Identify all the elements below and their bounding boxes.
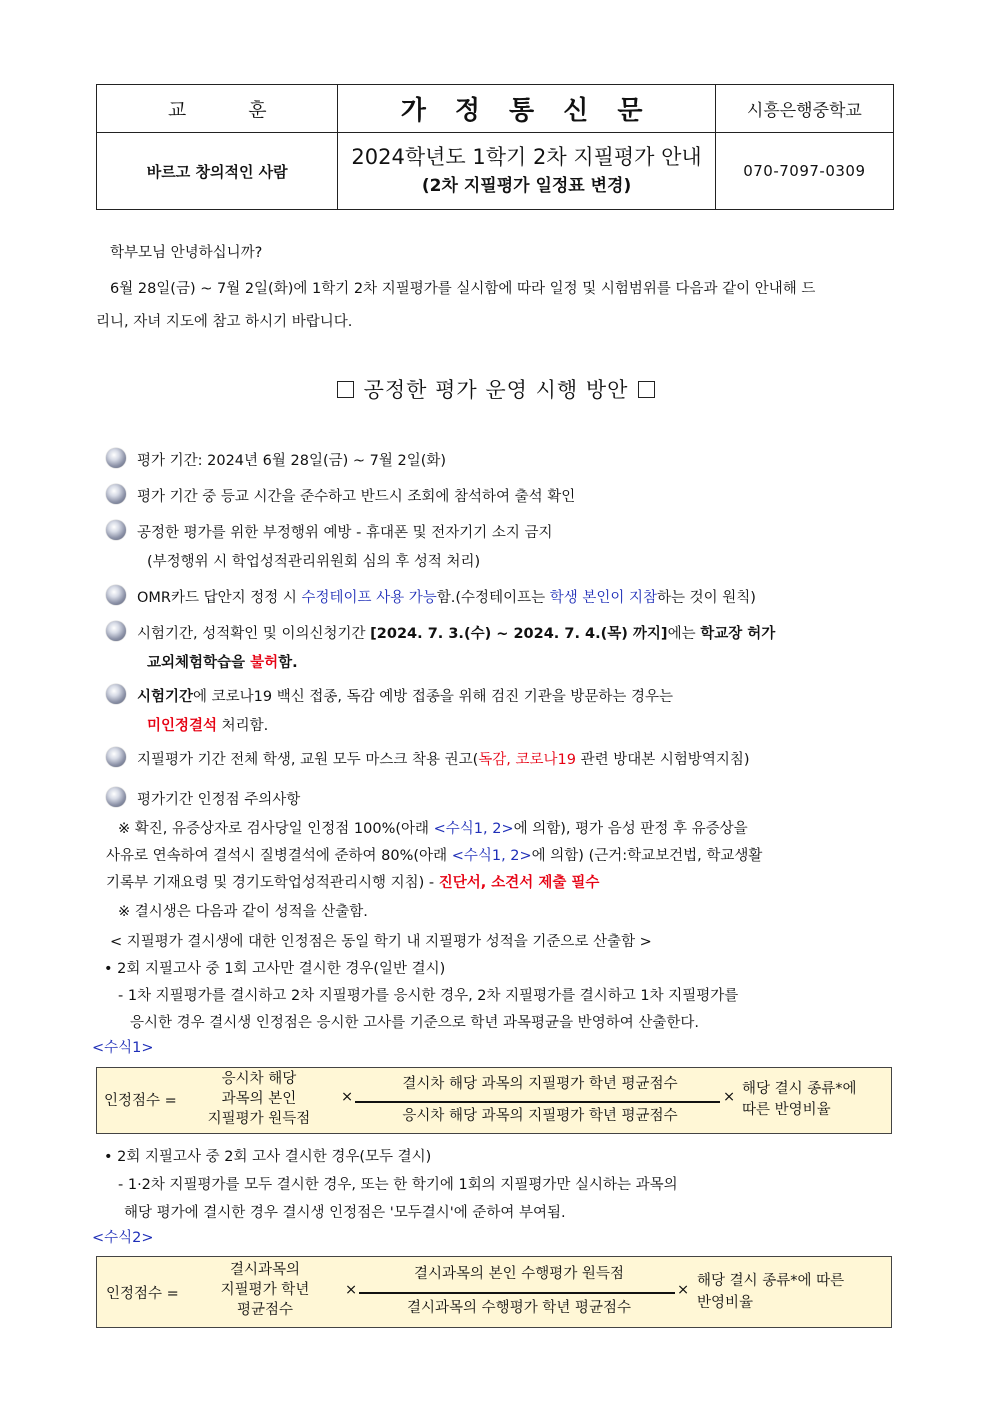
text: OMR카드 답안지 정정 시: [137, 590, 302, 606]
item-vaccination: [137, 685, 673, 706]
item-field-trip: [137, 622, 775, 643]
red-text: 불허: [250, 655, 279, 671]
formula1-times-sign: ×: [341, 1089, 354, 1105]
red-text: 미인정결석: [147, 718, 218, 734]
text: 에 의함) (근거:학교보건법, 학교생활: [531, 848, 763, 864]
checkbox-square-icon: [337, 381, 354, 398]
item-field-trip-cont: [147, 651, 298, 672]
red-text: 진단서, 소견서 제출 필수: [438, 875, 600, 891]
text: 함.: [278, 655, 298, 671]
section-title: [0, 374, 992, 404]
formula2-rhs: 해당 결시 종류*에 따른 반영비율: [697, 1273, 845, 1311]
formula1-rhs: 해당 결시 종류*에 따른 반영비율: [742, 1081, 857, 1118]
checkbox-square-icon: [638, 381, 655, 398]
newsletter-title: 가 정 통 신 문: [338, 85, 715, 133]
formula2-box: [96, 1256, 892, 1328]
motto-label: 교 훈: [97, 85, 338, 133]
text: 처리함.: [217, 718, 269, 734]
greeting: 학부모님 안녕하십니까?: [110, 245, 263, 261]
bullet-sphere-icon: [106, 448, 126, 468]
bullet-sphere-icon: [106, 684, 126, 704]
item-credit-notes: 평가기간 인정점 주의사항: [137, 792, 301, 808]
formula1-label: <수식1>: [92, 1040, 154, 1056]
formula2-label: <수식2>: [92, 1230, 154, 1246]
red-text: 독감, 코로나19: [478, 752, 577, 768]
school-phone: 070-7097-0309: [715, 133, 893, 210]
item-attendance: 평가 기간 중 등교 시간을 준수하고 반드시 조회에 참석하여 출석 확인: [137, 489, 576, 505]
intro-line-1: 6월 28일(금) ~ 7월 2일(화)에 1학기 2차 지필평가를 실시함에 따라 일정 및 시험범위를 다음과 같이 안내해 드: [110, 281, 816, 297]
text: 에 코로나19 백신 접종, 독감 예방 접종을 위해 검진 기관을 방문하는 경우는: [193, 689, 673, 705]
text: 에 의함), 평가 음성 판정 후 유증상을: [513, 821, 748, 837]
notice-subject: [338, 133, 715, 210]
formula1-numerator: 결시차 해당 과목의 지필평가 학년 평균점수: [402, 1076, 678, 1092]
bullet-sphere-icon: [106, 484, 126, 504]
case2-line-1: - 1·2차 지필평가를 모두 결시한 경우, 또는 한 학기에 1회의 지필평가만 실시하는 과목의: [118, 1177, 678, 1193]
formula1-box: [96, 1067, 892, 1134]
bold-text: 학교장 허가: [700, 626, 776, 642]
formula1-lhs: 인정점수 =: [104, 1093, 177, 1109]
text: 시험기간, 성적확인 및 이의신청기간: [137, 626, 371, 642]
item-omr-correction: [137, 586, 756, 607]
formula2-times-sign-2: ×: [677, 1282, 690, 1298]
text: 관련 방대본 시험방역지침): [576, 752, 750, 768]
formula2-lhs: 인정점수 =: [106, 1286, 179, 1302]
subject-line-1: 2024학년도 1학기 2차 지필평가 안내: [351, 145, 702, 169]
school-motto: 바르고 창의적인 사람: [97, 133, 338, 210]
text: 교외체험학습을: [147, 655, 251, 671]
text: ※ 확진, 유증상자로 검사당일 인정점 100%(아래: [118, 821, 434, 837]
item-cheating-prevention: 공정한 평가를 위한 부정행위 예방 - 휴대폰 및 전자기기 소지 금지: [137, 525, 553, 541]
text: 에는: [667, 626, 701, 642]
bold-text: [2024. 7. 3.(수) ~ 2024. 7. 4.(목) 까지]: [370, 626, 668, 642]
note-line-5: < 지필평가 결시생에 대한 인정점은 동일 학기 내 지필평가 성적을 기준으로 산출함 >: [110, 934, 652, 950]
fraction-bar: [359, 1292, 675, 1294]
newsletter-header-table: [96, 84, 894, 210]
formula2-times-sign: ×: [345, 1282, 358, 1298]
item-cheating-note: (부정행위 시 학업성적관리위원회 심의 후 성적 처리): [147, 554, 481, 570]
item-period: 평가 기간: 2024년 6월 28일(금) ~ 7월 2일(화): [137, 453, 447, 469]
note-line-3: [106, 871, 599, 892]
text: 지필평가 기간 전체 학생, 교원 모두 마스크 착용 권고(: [137, 752, 479, 768]
subject-line-2: (2차 지필평가 일정표 변경): [421, 176, 632, 196]
highlight-text: <수식1, 2>: [433, 821, 514, 837]
formula2-denominator: 결시과목의 수행평가 학년 평균점수: [407, 1300, 631, 1316]
bullet-sphere-icon: [106, 787, 126, 807]
text: 기록부 기재요령 및 경기도학업성적관리시행 지침) -: [106, 875, 439, 891]
note-line-2: [106, 844, 762, 865]
formula1-denominator: 응시차 해당 과목의 지필평가 학년 평균점수: [402, 1108, 678, 1124]
fraction-bar: [355, 1101, 720, 1103]
case2-line-2: 해당 평가에 결시한 경우 결시생 인정점은 '모두결시'에 준하여 부여됨.: [124, 1205, 566, 1221]
text: 사유로 연속하여 결석시 질병결석에 준하여 80%(아래: [106, 848, 452, 864]
bullet-sphere-icon: [106, 520, 126, 540]
item-vaccination-cont: [147, 714, 268, 735]
text: 하는 것이 원칙): [657, 590, 756, 606]
formula1-term1: 응시차 해당 과목의 본인 지필평가 원득점: [207, 1071, 311, 1127]
intro-line-2: 리니, 자녀 지도에 참고 하시기 바랍니다.: [96, 314, 353, 330]
highlight-text: <수식1, 2>: [451, 848, 532, 864]
bullet-sphere-icon: [106, 585, 126, 605]
case1-heading: • 2회 지필고사 중 1회 고사만 결시한 경우(일반 결시): [104, 961, 446, 977]
case1-line-1: - 1차 지필평가를 결시하고 2차 지필평가를 응시한 경우, 2차 지필평가를 결시하고 1차 지필평가를: [118, 988, 739, 1004]
case1-line-2: 응시한 경우 결시생 인정점은 응시한 고사를 기준으로 학년 과목평균을 반영하여 산출한다.: [130, 1015, 699, 1031]
bold-text: 시험기간: [137, 689, 194, 705]
section-title-text: 공정한 평가 운영 시행 방안: [363, 378, 629, 402]
bullet-sphere-icon: [106, 621, 126, 641]
school-name: 시흥은행중학교: [715, 85, 893, 133]
note-line-4: ※ 결시생은 다음과 같이 성적을 산출함.: [118, 904, 368, 920]
bullet-sphere-icon: [106, 747, 126, 767]
formula2-term1: 결시과목의 지필평가 학년 평균점수: [220, 1262, 310, 1318]
text: 함.(수정테이프는: [436, 590, 550, 606]
note-line-1: [118, 817, 748, 838]
highlight-text: 학생 본인이 지참: [549, 590, 657, 606]
highlight-text: 수정테이프 사용 가능: [301, 590, 437, 606]
formula2-numerator: 결시과목의 본인 수행평가 원득점: [414, 1266, 624, 1282]
case2-heading: • 2회 지필고사 중 2회 고사 결시한 경우(모두 결시): [104, 1149, 432, 1165]
formula1-times-sign-2: ×: [723, 1089, 736, 1105]
item-mask: [137, 748, 750, 769]
